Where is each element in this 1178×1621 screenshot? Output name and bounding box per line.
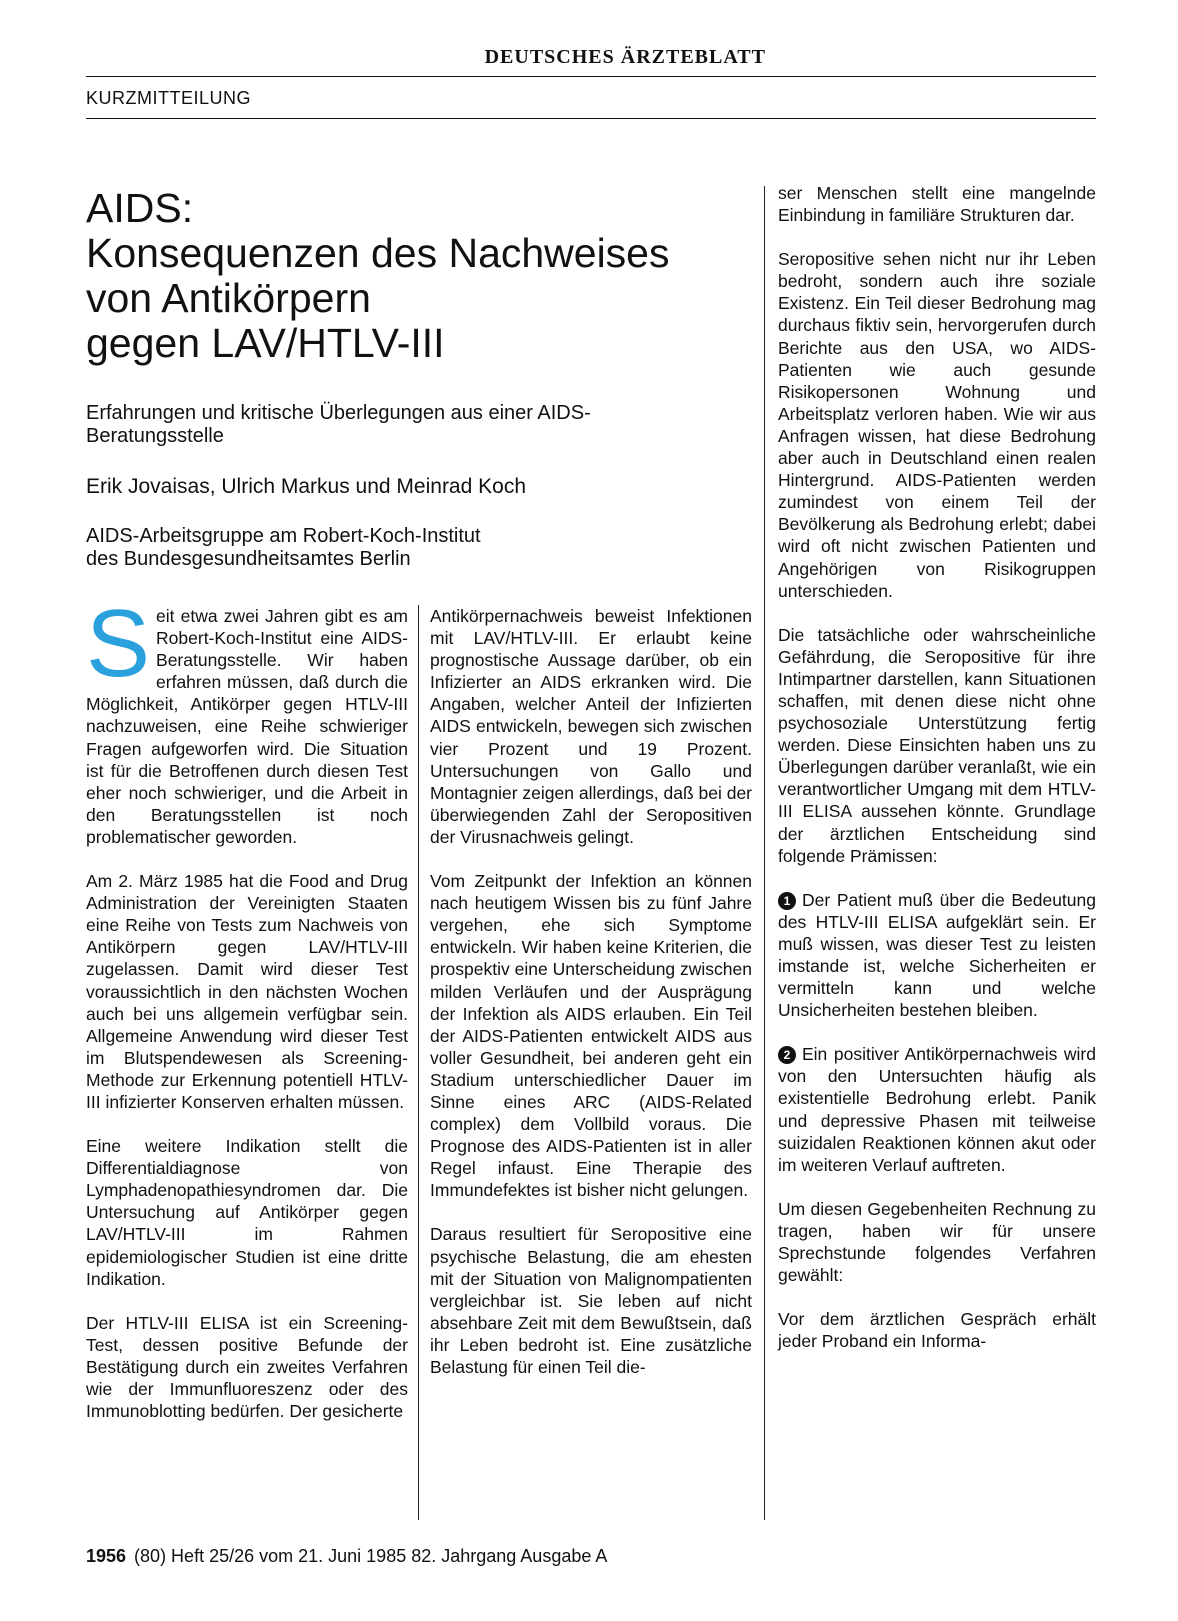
authors: Erik Jovaisas, Ulrich Markus und Meinrad Koch [86, 475, 526, 498]
list-item [778, 889, 1096, 1022]
title-line-1: AIDS: [86, 185, 194, 231]
paragraph: Um diesen Gegebenheiten Rechnung zu tragen, haben wir für unsere Sprechstunde folgendes Verfahren gewählt: [778, 1198, 1096, 1286]
section-label: KURZMITTEILUNG [86, 88, 252, 108]
paragraph: Eine weitere Indikation stellt die Differentialdiagnose von Lymphadenopathiesyndromen dar. Die Untersuchung auf Antikörper gegen LAV/HTLV-III im Rahmen epidemiologischer Studien ist eine dritte Indikation. [86, 1136, 408, 1289]
paragraph-text: eit etwa zwei Jahren gibt es am Robert-Koch-Institut eine AIDS-Beratungsstelle. Wir haben erfahren müssen, daß durch die Möglichkeit, Antikörper gegen HTLV-III nachzuweisen, eine Reihe schwieriger Fragen aufgeworfen wird. Die Situation ist für die Betroffenen durch diesen Test eher noch schwieriger, und die Arbeit in den Beratungsstellen ist noch problematischer geworden. [86, 606, 408, 847]
issue-info: (80) Heft 25/26 vom 21. Juni 1985 82. Jahrgang Ausgabe A [134, 1546, 608, 1566]
drop-cap: S [86, 590, 151, 697]
text-column-2 [430, 605, 752, 1400]
list-item-text: Der Patient muß über die Bedeutung des HTLV-III ELISA aufgeklärt sein. Er muß wissen, was dieser Test zu leisten imstande ist, welche Sicherheiten er vermitteln kann und welche Unsicherheiten bestehen bleiben. [778, 889, 1096, 1021]
number-badge: 1 [778, 892, 796, 910]
paragraph: Antikörpernachweis beweist Infektionen mit LAV/HTLV-III. Er erlaubt keine prognostische Aussage darüber, ob ein Infizierter an AIDS erkranken wird. Die Angaben, welcher Anteil der Infizierten AIDS entwickeln, bewegen sich zwischen vier Prozent und 19 Prozent. Untersuchungen von Gallo und Montagnier zeigen allerdings, daß bei der überwiegenden Zahl der Seropositiven der Virusnachweis gelingt. [430, 606, 752, 847]
paragraph [86, 590, 408, 848]
paragraph: Am 2. März 1985 hat die Food and Drug Administration der Vereinigten Staaten eine Reihe von Tests zum Nachweis von Antikörpern gegen LAV/HTLV-III zugelassen. Damit wird dieser Test voraussichtlich in den nächsten Wochen auch bei uns allgemein verfügbar sein. Allgemeine Anwendung wird dieser Test im Blutspendewesen als Screening-Methode zur Erkennung potentiell HTLV-III infizierter Konserven erhalten müssen. [86, 871, 408, 1112]
title-line-3: von Antikörpern [86, 275, 371, 321]
affiliation-line-2: des Bundesgesundheitsamtes Berlin [86, 548, 411, 570]
number-badge: 2 [778, 1046, 796, 1064]
article-title [86, 186, 726, 366]
text-column-1 [86, 590, 408, 1444]
text-column-3 [778, 182, 1096, 1374]
header-rule-top [86, 76, 1096, 77]
list-item [778, 1043, 1096, 1176]
affiliation [86, 525, 726, 571]
title-line-2: Konsequenzen des Nachweises [86, 230, 670, 276]
column-divider-2 [764, 186, 765, 1520]
paragraph: Die tatsächliche oder wahrscheinliche Gefährdung, die Seropositive für ihre Intimpartner darstellen, kann Situationen schaffen, mit denen diese nicht ohne psychosoziale Unterstützung fertig werden. Diese Einsichten haben uns zu Überlegungen darüber veranlaßt, wie ein verantwortlicher Umgang mit dem HTLV-III ELISA aussehen könnte. Grundlage der ärztlichen Entscheidung sind folgende Prämissen: [778, 624, 1096, 866]
list-item-text: Ein positiver Antikörpernachweis wird von den Untersuchten häufig als existentielle Bedrohung erlebt. Panik und depressive Phasen mit teilweise suizidalen Reaktionen können akut oder im weiteren Verlauf auftreten. [778, 1044, 1096, 1175]
paragraph: Vor dem ärztlichen Gespräch erhält jeder Proband ein Informa- [778, 1309, 1096, 1352]
page-footer [86, 1546, 607, 1567]
journal-masthead: DEUTSCHES ÄRZTEBLATT [484, 46, 766, 68]
page-number: 1956 [86, 1546, 127, 1566]
affiliation-line-1: AIDS-Arbeitsgruppe am Robert-Koch-Institut [86, 525, 481, 547]
column-divider-1 [418, 605, 419, 1520]
paragraph: ser Menschen stellt eine mangelnde Einbindung in familiäre Strukturen dar. [778, 183, 1096, 226]
title-line-4: gegen LAV/HTLV-III [86, 320, 445, 366]
paragraph: Daraus resultiert für Seropositive eine psychische Belastung, die am ehesten mit der Situation von Malignompatienten vergleichbar ist. Sie leben auf nicht absehbare Zeit mit dem Bewußtsein, daß ihr Leben bedroht ist. Eine zusätzliche Belastung für einen Teil die- [430, 1224, 752, 1377]
paragraph: Vom Zeitpunkt der Infektion an können nach heutigem Wissen bis zu fünf Jahre vergehen, ehe sich Symptome entwickeln. Wir haben keine Kriterien, die prospektiv eine Unterscheidung zwischen milden Verläufen und der Ausprägung der Infektion als AIDS erlauben. Ein Teil der AIDS-Patienten entwickelt AIDS aus voller Gesundheit, bei anderen geht ein Stadium unterschiedlicher Dauer im Sinne eines ARC (AIDS-Related complex) dem Vollbild voraus. Die Prognose des AIDS-Patienten ist in aller Regel infaust. Eine Therapie des Immundefektes ist bisher nicht gelungen. [430, 871, 752, 1201]
article-subtitle: Erfahrungen und kritische Überlegungen aus einer AIDS-Beratungsstelle [86, 402, 591, 447]
paragraph: Der HTLV-III ELISA ist ein Screening-Test, dessen positive Befunde der Bestätigung durch ein zweites Verfahren wie der Immunfluoreszenz oder des Immunoblotting bedürfen. Der gesicherte [86, 1312, 408, 1422]
header-rule-bottom [86, 118, 1096, 119]
paragraph: Seropositive sehen nicht nur ihr Leben bedroht, sondern auch ihre soziale Existenz. Ein Teil dieser Bedrohung mag durchaus fiktiv sein, hervorgerufen durch Berichte aus den USA, wo AIDS-Patienten wie auch gesunde Risikopersonen Wohnung und Arbeitsplatz verloren haben. Wie wir aus Anfragen wissen, hat diese Bedrohung aber auch in Deutschland einen realen Hintergrund. AIDS-Patienten werden zumindest von einem Teil der Bevölkerung als Bedrohung erlebt; dabei wird oft nicht zwischen Patienten und Angehörigen von Risikogruppen unterschieden. [778, 249, 1096, 601]
